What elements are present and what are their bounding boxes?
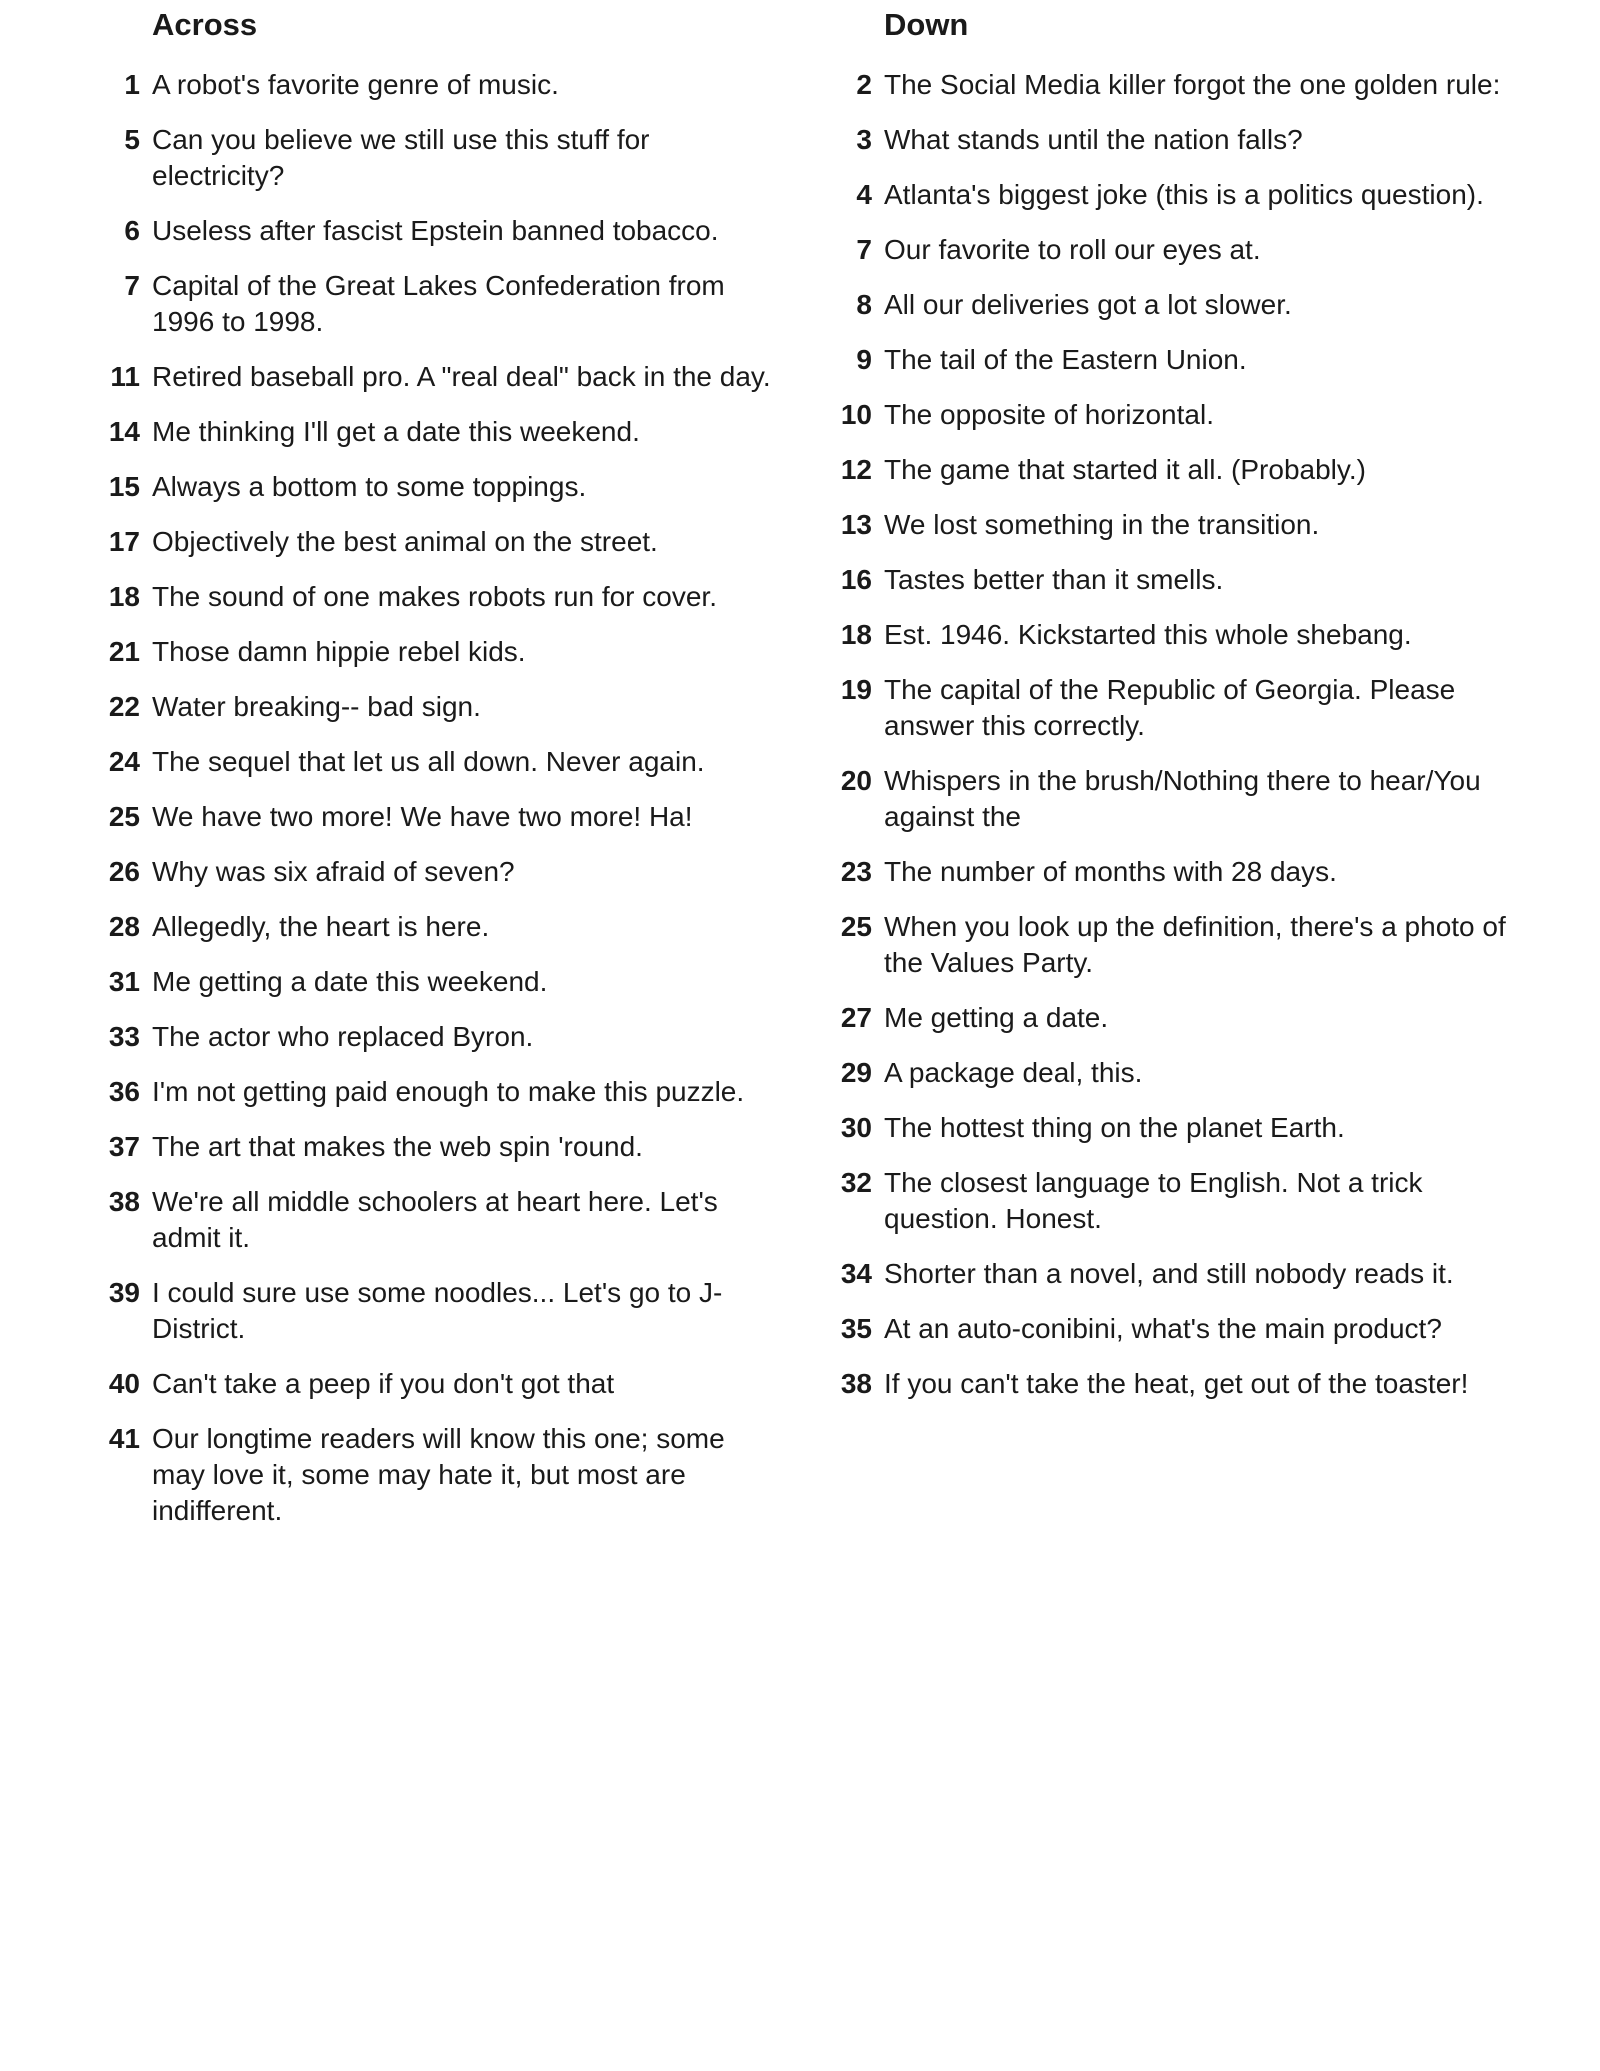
across-clue-list — [100, 67, 780, 1548]
clue-number: 27 — [840, 1002, 872, 1033]
clue-number: 5 — [124, 124, 140, 155]
clue-text: We're all middle schoolers at heart here. Let's admit it. — [152, 1186, 718, 1253]
clue-text: Can't take a peep if you don't got that — [152, 1368, 615, 1399]
down-clue — [832, 452, 1522, 488]
clue-number: 23 — [840, 856, 872, 887]
clue-number: 15 — [108, 471, 140, 502]
across-clue — [100, 359, 780, 395]
down-clue — [832, 122, 1522, 158]
across-clue — [100, 964, 780, 1000]
clue-number: 18 — [108, 581, 140, 612]
down-clue — [832, 763, 1522, 835]
clue-number: 19 — [840, 674, 872, 705]
across-clue — [100, 854, 780, 890]
across-clue — [100, 1129, 780, 1165]
clue-number: 18 — [840, 619, 872, 650]
down-clue — [832, 1256, 1522, 1292]
clue-number: 9 — [856, 344, 872, 375]
across-heading: Across — [152, 7, 258, 42]
down-clue — [832, 232, 1522, 268]
across-clue — [100, 1074, 780, 1110]
down-clue — [832, 909, 1522, 981]
clue-number: 12 — [840, 454, 872, 485]
clue-text: Allegedly, the heart is here. — [152, 911, 490, 942]
clue-number: 7 — [856, 234, 872, 265]
clue-text: A robot's favorite genre of music. — [152, 69, 559, 100]
clue-text: We lost something in the transition. — [884, 509, 1320, 540]
clue-number: 20 — [840, 765, 872, 796]
clue-number: 28 — [108, 911, 140, 942]
clue-text: Objectively the best animal on the street. — [152, 526, 658, 557]
across-clue — [100, 909, 780, 945]
across-clue — [100, 1275, 780, 1347]
clue-number: 16 — [840, 564, 872, 595]
clue-number: 4 — [856, 179, 872, 210]
clue-number: 32 — [840, 1167, 872, 1198]
clue-text: Our favorite to roll our eyes at. — [884, 234, 1261, 265]
clue-text: Useless after fascist Epstein banned tobacco. — [152, 215, 719, 246]
clue-number: 38 — [108, 1186, 140, 1217]
across-clue — [100, 414, 780, 450]
across-clue — [100, 689, 780, 725]
clue-text: Tastes better than it smells. — [884, 564, 1224, 595]
clue-text: At an auto-conibini, what's the main product? — [884, 1313, 1442, 1344]
clue-number: 24 — [108, 746, 140, 777]
down-clue — [832, 342, 1522, 378]
clue-text: Shorter than a novel, and still nobody reads it. — [884, 1258, 1454, 1289]
clue-text: If you can't take the heat, get out of the toaster! — [884, 1368, 1469, 1399]
across-clue — [100, 122, 780, 194]
clue-number: 30 — [840, 1112, 872, 1143]
clue-text: The capital of the Republic of Georgia. Please answer this correctly. — [884, 674, 1456, 741]
clue-text: Always a bottom to some toppings. — [152, 471, 587, 502]
across-clue — [100, 799, 780, 835]
clue-number: 6 — [124, 215, 140, 246]
down-clue — [832, 854, 1522, 890]
across-clue — [100, 579, 780, 615]
clue-number: 17 — [108, 526, 140, 557]
down-clue — [832, 287, 1522, 323]
clue-text: The sound of one makes robots run for cover. — [152, 581, 717, 612]
across-clue — [100, 67, 780, 103]
down-heading: Down — [884, 7, 969, 42]
clue-text: The closest language to English. Not a trick question. Honest. — [884, 1167, 1423, 1234]
clue-number: 31 — [108, 966, 140, 997]
clue-text: I'm not getting paid enough to make this puzzle. — [152, 1076, 745, 1107]
clue-number: 39 — [108, 1277, 140, 1308]
across-clue — [100, 1184, 780, 1256]
across-clue — [100, 213, 780, 249]
clue-text: We have two more! We have two more! Ha! — [152, 801, 693, 832]
clue-number: 25 — [108, 801, 140, 832]
clue-number: 40 — [108, 1368, 140, 1399]
clue-number: 36 — [108, 1076, 140, 1107]
clue-text: Those damn hippie rebel kids. — [152, 636, 526, 667]
clue-number: 1 — [124, 69, 140, 100]
clue-text: The number of months with 28 days. — [884, 856, 1337, 887]
clue-number: 25 — [840, 911, 872, 942]
down-clue — [832, 1311, 1522, 1347]
clue-number: 7 — [124, 270, 140, 301]
clue-text: What stands until the nation falls? — [884, 124, 1303, 155]
clue-number: 37 — [108, 1131, 140, 1162]
clue-text: I could sure use some noodles... Let's go to J-District. — [152, 1277, 723, 1344]
down-clue — [832, 1366, 1522, 1402]
down-clue — [832, 67, 1522, 103]
clue-number: 11 — [110, 361, 140, 392]
clue-text: Whispers in the brush/Nothing there to hear/You against the — [884, 765, 1481, 832]
down-clue — [832, 507, 1522, 543]
clue-text: Water breaking-- bad sign. — [152, 691, 481, 722]
clue-text: All our deliveries got a lot slower. — [884, 289, 1292, 320]
clue-text: The opposite of horizontal. — [884, 399, 1214, 430]
across-clue — [100, 634, 780, 670]
clue-text: The hottest thing on the planet Earth. — [884, 1112, 1345, 1143]
clue-number: 13 — [840, 509, 872, 540]
clue-text: The actor who replaced Byron. — [152, 1021, 534, 1052]
across-clue — [100, 524, 780, 560]
clue-text: When you look up the definition, there's a photo of the Values Party. — [884, 911, 1506, 978]
clue-number: 3 — [856, 124, 872, 155]
clue-text: Retired baseball pro. A "real deal" back in the day. — [152, 361, 771, 392]
clue-text: The game that started it all. (Probably.) — [884, 454, 1366, 485]
down-clue — [832, 617, 1522, 653]
clue-number: 10 — [840, 399, 872, 430]
down-clue — [832, 397, 1522, 433]
down-clue — [832, 672, 1522, 744]
down-clue — [832, 1110, 1522, 1146]
clue-number: 33 — [108, 1021, 140, 1052]
clue-text: The Social Media killer forgot the one golden rule: — [884, 69, 1501, 100]
clue-text: Our longtime readers will know this one; some may love it, some may hate it, but most are indifferent. — [152, 1423, 725, 1526]
clue-number: 2 — [856, 69, 872, 100]
clue-text: Me getting a date. — [884, 1002, 1109, 1033]
clue-number: 14 — [108, 416, 140, 447]
clue-number: 22 — [108, 691, 140, 722]
clue-text: Can you believe we still use this stuff for electricity? — [152, 124, 650, 191]
clue-text: Me thinking I'll get a date this weekend. — [152, 416, 640, 447]
clue-number: 8 — [856, 289, 872, 320]
down-clue — [832, 1055, 1522, 1091]
clue-text: A package deal, this. — [884, 1057, 1143, 1088]
clue-number: 21 — [108, 636, 140, 667]
clue-text: The art that makes the web spin 'round. — [152, 1131, 643, 1162]
clue-text: Me getting a date this weekend. — [152, 966, 548, 997]
down-clue — [832, 177, 1522, 213]
clue-text: Est. 1946. Kickstarted this whole shebang. — [884, 619, 1412, 650]
down-clue — [832, 1000, 1522, 1036]
across-clue — [100, 1421, 780, 1529]
down-clue — [832, 1165, 1522, 1237]
down-clue-list — [832, 67, 1522, 1421]
across-clue — [100, 1019, 780, 1055]
clue-text: The tail of the Eastern Union. — [884, 344, 1247, 375]
clue-number: 41 — [108, 1423, 140, 1454]
across-clue — [100, 1366, 780, 1402]
clue-number: 35 — [840, 1313, 872, 1344]
clue-text: The sequel that let us all down. Never again. — [152, 746, 705, 777]
clue-text: Capital of the Great Lakes Confederation from 1996 to 1998. — [152, 270, 725, 337]
clue-text: Atlanta's biggest joke (this is a politics question). — [884, 179, 1484, 210]
down-clue — [832, 562, 1522, 598]
across-clue — [100, 744, 780, 780]
clue-number: 38 — [840, 1368, 872, 1399]
clue-number: 34 — [840, 1258, 872, 1289]
across-clue — [100, 469, 780, 505]
clue-number: 26 — [108, 856, 140, 887]
clue-text: Why was six afraid of seven? — [152, 856, 515, 887]
clue-number: 29 — [840, 1057, 872, 1088]
across-clue — [100, 268, 780, 340]
